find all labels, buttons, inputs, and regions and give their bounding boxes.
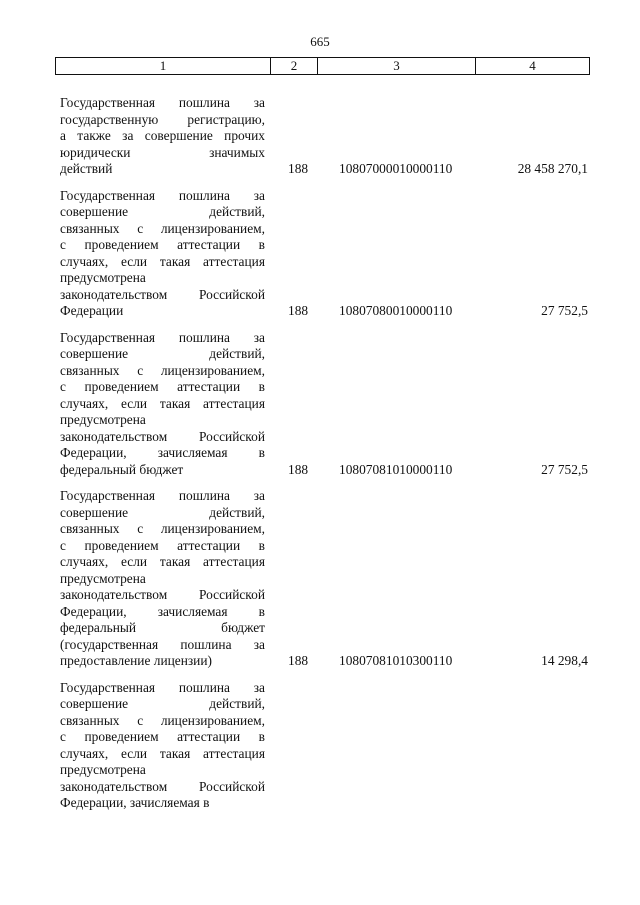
row-description bbox=[60, 680, 265, 812]
description-line: законодательством Российской bbox=[60, 778, 265, 794]
table-row bbox=[0, 188, 640, 320]
page-number: 665 bbox=[310, 34, 330, 49]
description-line: связанных с лицензированием, bbox=[60, 521, 265, 536]
table-row bbox=[0, 330, 640, 479]
description-line: Федерации bbox=[60, 303, 124, 318]
description-line: а также за совершение прочих bbox=[60, 128, 265, 143]
description-line: Федерации, зачисляемая в bbox=[60, 603, 265, 619]
column-header-3: 3 bbox=[318, 58, 476, 75]
row-description bbox=[60, 330, 265, 479]
description-line: предусмотрена bbox=[60, 570, 146, 586]
row-kbk-code: 10807000010000110 bbox=[339, 161, 453, 176]
row-admin-code: 188 bbox=[288, 461, 309, 477]
description-line: связанных с лицензированием, bbox=[60, 362, 265, 378]
row-amount: 14 298,4 bbox=[541, 653, 588, 668]
description-line: связанных с лицензированием, bbox=[60, 220, 265, 236]
column-header-2: 2 bbox=[271, 58, 318, 75]
row-admin-code: 188 bbox=[288, 303, 309, 318]
description-line: случаях, если такая аттестация bbox=[60, 253, 265, 269]
row-amount: 27 752,5 bbox=[541, 303, 588, 318]
table-body bbox=[0, 95, 640, 822]
description-line: совершение действий, bbox=[60, 696, 265, 711]
table-row bbox=[0, 680, 640, 812]
description-line: совершение действий, bbox=[60, 204, 265, 219]
table-row bbox=[0, 95, 640, 178]
column-header-1: 1 bbox=[56, 58, 271, 75]
description-line: Государственная пошлина за bbox=[60, 488, 265, 503]
row-kbk-code: 10807081010300110 bbox=[339, 653, 453, 668]
row-kbk-code: 10807080010000110 bbox=[339, 303, 453, 318]
description-line: федеральный бюджет bbox=[60, 461, 184, 477]
description-line: законодательством Российской bbox=[60, 587, 265, 602]
description-line: совершение действий, bbox=[60, 504, 265, 520]
row-description bbox=[60, 488, 265, 670]
description-line: Государственная пошлина за bbox=[60, 329, 265, 345]
description-line: предусмотрена bbox=[60, 762, 146, 777]
description-line: с проведением аттестации в bbox=[60, 237, 265, 252]
row-kbk-code: 10807081010000110 bbox=[339, 461, 453, 477]
description-line: предусмотрена bbox=[60, 412, 146, 427]
column-header-4: 4 bbox=[476, 58, 590, 75]
row-description bbox=[60, 95, 265, 178]
row-admin-code: 188 bbox=[288, 161, 309, 176]
description-line: (государственная пошлина за bbox=[60, 636, 265, 652]
description-line: Государственная пошлина за bbox=[60, 187, 265, 203]
description-line: случаях, если такая аттестация bbox=[60, 554, 265, 569]
description-line: совершение действий, bbox=[60, 346, 265, 361]
description-line: Государственная пошлина за bbox=[60, 95, 265, 110]
description-line: Федерации, зачисляемая в bbox=[60, 795, 210, 810]
description-line: связанных с лицензированием, bbox=[60, 712, 265, 728]
description-line: государственную регистрацию, bbox=[60, 111, 265, 127]
description-line: с проведением аттестации в bbox=[60, 379, 265, 394]
description-line: с проведением аттестации в bbox=[60, 537, 265, 553]
description-line: предоставление лицензии) bbox=[60, 653, 212, 668]
column-header-table bbox=[55, 57, 590, 75]
description-line: законодательством Российской bbox=[60, 286, 265, 302]
description-line: действий bbox=[60, 161, 113, 176]
description-line: федеральный бюджет bbox=[60, 620, 265, 635]
description-line: юридически значимых bbox=[60, 144, 265, 160]
description-line: случаях, если такая аттестация bbox=[60, 745, 265, 761]
row-description bbox=[60, 188, 265, 320]
row-amount: 28 458 270,1 bbox=[517, 161, 588, 176]
description-line: предусмотрена bbox=[60, 270, 146, 285]
description-line: Государственная пошлина за bbox=[60, 679, 265, 695]
description-line: с проведением аттестации в bbox=[60, 729, 265, 744]
row-amount: 27 752,5 bbox=[541, 461, 588, 477]
description-line: случаях, если такая аттестация bbox=[60, 395, 265, 411]
table-row bbox=[0, 488, 640, 670]
row-admin-code: 188 bbox=[288, 653, 309, 668]
description-line: Федерации, зачисляемая в bbox=[60, 445, 265, 460]
description-line: законодательством Российской bbox=[60, 428, 265, 444]
